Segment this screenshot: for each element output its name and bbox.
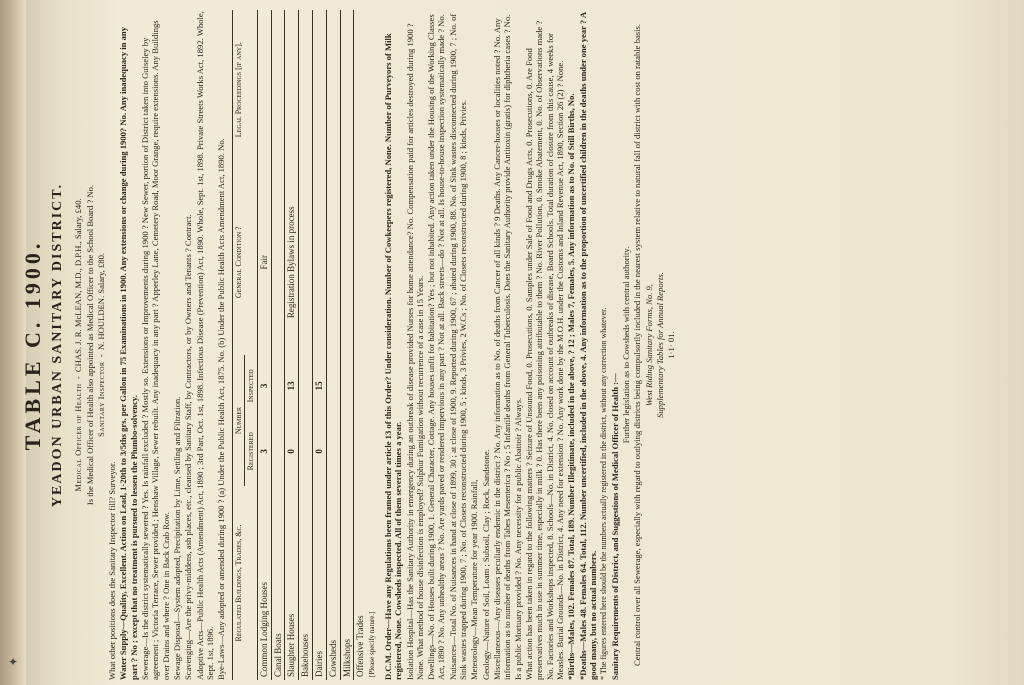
- trade-name: Bakehouses: [299, 486, 313, 680]
- general-condition: [354, 169, 378, 355]
- trade-name: Canal Boats: [271, 486, 285, 680]
- table-row: [285, 10, 299, 680]
- registered-count: 0: [285, 417, 299, 486]
- general-condition: [340, 169, 354, 355]
- binding-mark-icon: ✦: [8, 655, 19, 669]
- scavenging: Scavenging—Are the privy-middens, ash places, etc., cleansed by Sanitary Staff, by Contractors, or by Owners and Tenants ? Contract.: [183, 214, 194, 680]
- registered-footnote: * The figures entered here should be the numbers actually registered in the district, without any correction whatever.: [599, 307, 609, 680]
- water-supply: Water Supply—Quality, Excellent. Action on Lead, 1·20th to 3/5ths grs. per Gallon in 75 Examinations in 1900. Any extensions or change during 1900? No. Any inadequacy in any part ? No ; except that no treatment is pursued to lessen the Plumbo-solvency.: [118, 27, 139, 680]
- legal-proceedings: [312, 10, 326, 169]
- inspector-name: N. HOULDEN. Salary, £80.: [95, 252, 106, 351]
- legal-proceedings: [271, 10, 285, 169]
- moh-question: Is the Medical Officer of Health also appointed as Medical Officer to the School Board ? No.: [84, 184, 95, 506]
- bye-laws: Bye-Laws—Any adopted or amended during 1900 ? (a) Under the Public Health Act, 1875. No. (b) Under the Public Health Acts Amendment Act, 1890. No.: [216, 138, 227, 680]
- col-condition: General Condition ?: [232, 169, 257, 355]
- inspected-count: 3: [257, 355, 271, 417]
- nuisances: Nuisances—Total No. of Nuisances in hand at close of 1899, 30 ; at close of 1900, 9. Reported during 1900, 67 ; abated during 1900, 88. No. of Sink wastes disconnected during 1900, 7 ; No. of Sink wastes trapped during 1900, 7 ; No. of Closets reconstructed during 1900, 5 ; kinds, 3 Privies, 2 W.Cs ; No. of Closets reconstructed during 1900, 8 ; kinds, Privies.: [447, 13, 469, 680]
- legal-proceedings: [299, 10, 313, 169]
- miscellaneous: Miscellaneous—Any diseases peculiarly endemic in the district ? No. Any information as to No. of deaths from Cancer of all kinds ? 9 Deaths. Any Cancer-houses or localities noted ? No. Any information as to number of deaths from Tabes Mesenterica ? No ; 5 Infantile deaths from General Tuberculosis. Does the Sanitary Authority provide Antitoxin (gratis) for diphtheria cases ? No. Is a public Mortuary provided ? No. Any necessity for a public Abattoir ? Always.: [492, 14, 523, 680]
- general-condition: Registration Bylaws in process: [285, 169, 299, 355]
- registered-count: [326, 417, 340, 486]
- district-title: YEADON URBAN SANITARY DISTRICT.: [50, 182, 66, 508]
- deaths: *Deaths—Males 48. Females 64. Total, 112. Number uncertified, included in the above, 4. Any information as to the proportion of uncertified children in the deaths under one year ? A good many, but no actual numbers.: [577, 12, 598, 680]
- other-positions: What other positions does the Sanitary Inspector fill? Surveyor.: [107, 461, 118, 680]
- col-legal: Legal Proceedings [if any].: [232, 10, 257, 169]
- suggestions-heading: Sanitary Requirements of District, and Suggestions of Medical Officer of Health :—: [609, 373, 620, 680]
- col-number: Number: [232, 355, 245, 486]
- trade-name-text: Offensive Trades: [355, 615, 366, 677]
- sewage-disposal: Sewage Disposal—System adopted, Precipitation by Lime, Settling and Filtration.: [172, 396, 182, 680]
- legal-proceedings: [285, 10, 299, 169]
- registered-count: [340, 417, 354, 486]
- table-title: TABLE C. 1900.: [20, 239, 45, 451]
- inspected-count: 15: [312, 355, 326, 417]
- moh-label: Medical Officer of Health: [73, 383, 84, 492]
- legal-proceedings: [326, 10, 340, 169]
- inspected-count: [354, 355, 378, 417]
- form-code: 1·1· 01.: [666, 331, 677, 359]
- rotated-document: [18, 10, 1018, 680]
- form-reference: West Riding Sanitary Forms, No. 9,: [643, 284, 654, 406]
- general-condition: [299, 169, 313, 355]
- general-condition: Fair: [257, 169, 271, 355]
- moh-name: CHAS. J. R. McLEAN, M.D., D.P.H., Salary, £40.: [73, 198, 84, 373]
- dwellings: Dwellings—No. of Houses built during 1900, 1. General Character, Cottage. Any houses unfit for habitation? Yes ; but not inhabited. Any action taken under the Housing of the Working Classes Act, 1890 ? No. Any unhealthy areas ? No. Are yards paved or rendered impervious in any part ? Not at all. Back streets—do ? Not at all. Is house-to-house inspection systematically made ? No.: [426, 14, 447, 680]
- table-row: [326, 10, 340, 680]
- registered-count: [299, 417, 313, 486]
- table-row: [257, 10, 271, 680]
- dcm-order: D.C.M. Order—Have any Regulations been framed under article 13 of this Order? Under consideration. Number of Cowkeepers registered, None. Number of Purveyors of Milk registered, None. Cowsheds inspected. All of them several times a year.: [382, 33, 404, 680]
- legal-proceedings: [354, 10, 378, 169]
- isolation-hospital: Isolation Hospital—Has the Sanitary Authority in emergency during an outbreak of disease provided Nurses for home attendance? No. Compensation paid for articles destroyed during 1900 ? None. What method of house disinfection is employed? Sulphur Fumigation without recurrence of a case in 15 Years.: [404, 23, 425, 680]
- inspector-label: Sanitary Inspector: [95, 361, 106, 438]
- inspected-count: [326, 355, 340, 417]
- sewerage: Sewerage—Is the district systematically sewered ? Yes. Is rainfall excluded ? Mostly so. Extensions or Improvements during 1900 ? New Sewer, portion of District taken into Guiseley by agreement ; Victoria Terrace, Sewer provided ; Henshaw Village, Sewer rebuilt. Any inadequacy in any part ? Apperley Lane, Cemetery Road, Moor Grange, require extensions. Any Buildings over Drains and where ? One in Back Crab Row.: [140, 20, 171, 680]
- col-inspected: Inspected: [245, 355, 258, 417]
- table-header-row: [232, 10, 245, 680]
- registered-count: 3: [257, 417, 271, 486]
- suggestion-sewerage: Central control over all Sewerage, especially with regard to outlying districts being compulsorily included in the nearest system relative to natural fall of district with cost on ratable basis.: [632, 24, 643, 666]
- table-row: [312, 10, 326, 680]
- inspected-count: [340, 355, 354, 417]
- registered-count: [271, 417, 285, 486]
- registered-count: 0: [312, 417, 326, 486]
- inspected-count: 13: [285, 355, 299, 417]
- table-row: [271, 10, 285, 680]
- general-condition: [271, 169, 285, 355]
- offensive-note: [Please specify nature.]: [368, 611, 377, 677]
- inspected-count: [271, 355, 285, 417]
- general-condition: [312, 169, 326, 355]
- table-row: [299, 10, 313, 680]
- adoptive-acts: Adoptive Acts—Public Health Acts (Amendment) Act, 1890 ; 3rd Part, Oct. 1st, 1898. Infectious Disease (Prevention) Act, 1890. Whole, Sept. 1st, 1898. Private Streets Works Act, 1892. Whole, Sept. 1st, 1896.: [194, 11, 215, 680]
- registered-count: [354, 417, 378, 486]
- action-taken: What action has been taken in regard to the following matters ? Seizure of Unsound Food, 0. Prosecutions, 0. Samples under Sale of Food and Drugs Acts, 0. Prosecutions, 0. Are Food preservatives much in use in summer time, especially in milk ? 0. Has there been any poisoning attributable to them ? No. River Pollution, 0. Smoke Abatement, 0. No. of Observations made ? No. Factories and Workshops inspected, 8. Schools—No. in District, 4. No. closed on account of outbreaks of disease, Board Schools. Total duration of closure from this cause, 4 weeks for Measles. Burial Grounds—No. in District, 4. Any need for extension ? No. Any work done by the M.O.H. under the Customs and Inland Revenue Act, 1890, Section 26 (2) ? None.: [523, 20, 565, 680]
- legal-proceedings: [340, 10, 354, 169]
- trade-name: Common Lodging Houses: [257, 486, 271, 680]
- regulated-trades-table: [232, 10, 378, 680]
- geology: Geology—Nature of Soil, Loam ; Subsoil, Clay ; Rock, Sandstone.: [480, 449, 491, 680]
- trade-name: Slaughter Houses: [285, 486, 299, 680]
- meteorology: Meteorology—Mean Temperature for year 1900. Rainfall,: [469, 479, 480, 680]
- inspected-count: [299, 355, 313, 417]
- births: *Births—Males, 102. Females 87. Total, 189. Number Illegitimate, included in the above, ? 12 ; Males 7, Females, 5. Any information as to No. of Still Births, No.: [566, 93, 577, 680]
- trade-name: [354, 486, 378, 680]
- trade-name: Dairies: [312, 486, 326, 680]
- supplementary-tables: Supplementary Tables for Annual Reports.: [655, 272, 666, 418]
- trade-name: Milkshops: [340, 486, 354, 680]
- trade-name: Cowsheds: [326, 486, 340, 680]
- moh-line: Medical Officer of Health - CHAS. J. R. McLEAN, M.D., D.P.H., Salary, £40.: [73, 198, 84, 492]
- table-row: [354, 10, 378, 680]
- legal-proceedings: [257, 10, 271, 169]
- suggestion-cowsheds: Further legislation as to Cowsheds with central authority.: [621, 246, 632, 444]
- col-trade: Regulated Buildings, Trades, &c.: [232, 486, 257, 680]
- table-row: [340, 10, 354, 680]
- col-registered: Registered: [245, 417, 258, 486]
- general-condition: [326, 169, 340, 355]
- inspector-line: Sanitary Inspector - N. HOULDEN. Salary, £80.: [95, 252, 106, 438]
